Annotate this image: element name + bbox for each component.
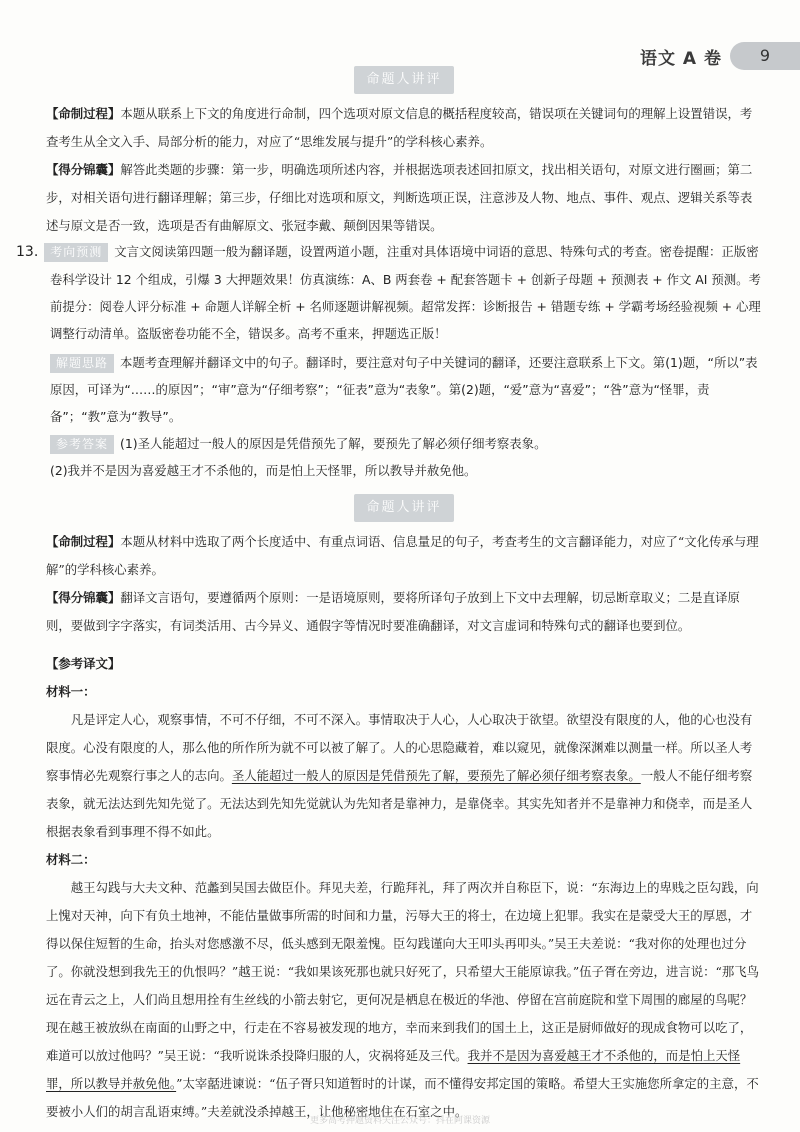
- material-1-text: 凡是评定人心，观察事情，不可不仔细，不可不深入。事情取决于人心，人心取决于欲望。欲望没有限度的人，他的心也没有限度。心没有限度的人，那么他的所作所为就不可以被了解了。人的心思隐藏着，难以窥见，就像深渊难以测量一样。所以圣人考察事情必先观察行事之人的志向。圣人能超过一般人的原因是凭借预先了解，要预先了解必须仔细考察表象。一般人不能仔细考察表象，就无法达到先知先觉了。无法达到先知先觉就认为先知者是靠神力，是靠侥幸。其实先知者并不是靠神力和侥幸，而是圣人根据表象看到事理不得不如此。: [46, 712, 753, 839]
- material-1-title: 材料一：: [46, 684, 96, 699]
- material-2-title: 材料二：: [46, 852, 96, 867]
- q13-answer-2: (2)我并不是因为喜爱越王才不杀他的，而是怕上天怪罪，所以教导并赦免他。: [50, 463, 477, 478]
- page-number-tab: 9: [730, 42, 800, 70]
- question-13: [16, 238, 762, 484]
- translation-heading: 【参考译文】: [46, 656, 121, 671]
- tag-answer: 参考答案: [50, 435, 114, 454]
- reference-translation: [46, 650, 762, 1126]
- paragraph-process: 【命制过程】本题从材料中选取了两个长度适中、有重点词语、信息量足的句子，考查考生的文言翻译能力，对应了“文化传承与理解”的学科核心素养。: [46, 534, 759, 577]
- q13-approach: 解题思路 本题考查理解并翻译文中的句子。翻译时，要注意对句子中关键词的翻译，还要注意联系上下文。第(1)题，“所以”表原因，可译为“……的原因”；“审”意为“仔细考察”；“征表”意为“表象”。第(2)题，“爱”意为“喜爱”；“咎”意为“怪罪，责备”；“教”意为“教导”。: [50, 355, 758, 424]
- underlined-sentence: 圣人能超过一般人的原因是凭借预先了解，要预先了解必须仔细考察表象。: [231, 768, 641, 783]
- commentary-pill: 命题人讲评: [354, 66, 453, 94]
- exam-title: 语文 A 卷: [640, 49, 722, 69]
- commentary-pill: 命题人讲评: [354, 494, 453, 522]
- commentary-section-2: [46, 494, 762, 640]
- q13-answer-1: 参考答案 (1)圣人能超过一般人的原因是凭借预先了解，要预先了解必须仔细考察表象。: [50, 430, 762, 457]
- paragraph-tips: 【得分锦囊】翻译文言语句，要遵循两个原则：一是语境原则，要将所译句子放到上下文中去理解，切忌断章取义；二是直译原则，要做到字字落实，有词类活用、古今异义、通假字等情况时要准确翻译，对文言虚词和特殊句式的翻译也要到位。: [46, 590, 740, 633]
- tag-approach: 解题思路: [50, 354, 114, 373]
- tag-prediction: 考向预测: [44, 243, 108, 262]
- underlined-sentence: 我并不是因为喜爱越王才不杀他的，而是怕上天怪罪，所以教导并赦免他。: [46, 1048, 741, 1091]
- paragraph-tips: 【得分锦囊】解答此类题的步骤：第一步，明确选项所述内容，并根据选项表述回扣原文，找出相关语句，对原文进行圈画；第二步，对相关语句进行翻译理解；第三步，仔细比对选项和原文，判断选项正误，注意涉及人物、地点、事件、观点、逻辑关系等表述与原文是否一致，选项是否有曲解原文、张冠李戴、颠倒因果等错误。: [46, 162, 753, 233]
- commentary-section-1: [46, 66, 762, 240]
- q13-prediction: 13. 考向预测 文言文阅读第四题一般为翻译题，设置两道小题，注重对具体语境中词语的意思、特殊句式的考查。密卷提醒：正版密卷科学设计 12 个组成，引爆 3 大押题效果！仿真演练：A、B 两套卷 + 配套答题卡 + 创新子母题 + 预测表 + 作文 AI 预测。考前提分：阅卷人评分标准 + 命题人详解全析 + 名师逐题讲解视频。超常发挥：诊断报告 + 错题专练 + 学霸考场经验视频 + 心理调整行动清单。盗版密卷功能不全，错误多。高考不重来，押题选正版！: [16, 244, 761, 341]
- paragraph-process: 【命制过程】本题从联系上下文的角度进行命制，四个选项对原文信息的概括程度较高，错误项在关键词句的理解上设置错误，考查考生从全文入手、局部分析的能力，对应了“思维发展与提升”的学科核心素养。: [46, 106, 753, 149]
- question-number: 13.: [16, 244, 39, 260]
- watermark-footer: 更多高考押题资料关注公众号：抖在阿课资源: [309, 1116, 490, 1126]
- material-2-text: 越王勾践与大夫文种、范蠡到吴国去做臣仆。拜见夫差，行跪拜礼，拜了两次并自称臣下，说：“东海边上的卑贱之臣勾践，向上愧对天神，向下有负土地神，不能估量做事所需的时间和力量，污辱大王的将士，在边境上犯罪。我实在是蒙受大王的厚恩，才得以保住短暂的生命，抬头对您感激不尽，低头感到无限羞愧。臣勾践谨向大王叩头再叩头。”吴王夫差说：“我对你的处理也过分了。你就没想到我先王的仇恨吗？”越王说：“我如果该死那也就只好死了，只希望大王能原谅我。”伍子胥在旁边，进言说：“那飞鸟远在青云之上，人们尚且想用拴有生丝线的小箭去射它，更何况是栖息在极近的华池、停留在宫前庭院和堂下周围的廊屋的鸟呢？现在越王被放纵在南面的山野之中，行走在不容易被发现的地方，幸而来到我们的国土上，这正是厨师做好的现成食物可以吃了，难道可以放过他吗？”吴王说：“我听说诛杀投降归服的人，灾祸将延及三代。我并不是因为喜爱越王才不杀他的，而是怕上天怪罪，所以教导并赦免他。”太宰嚭进谏说：“伍子胥只知道暂时的计谋，而不懂得安邦定国的策略。希望大王实施您所拿定的主意，不要被小人们的胡言乱语束缚。”夫差就没杀掉越王，让他秘密地住在石室之中。: [46, 880, 760, 1119]
